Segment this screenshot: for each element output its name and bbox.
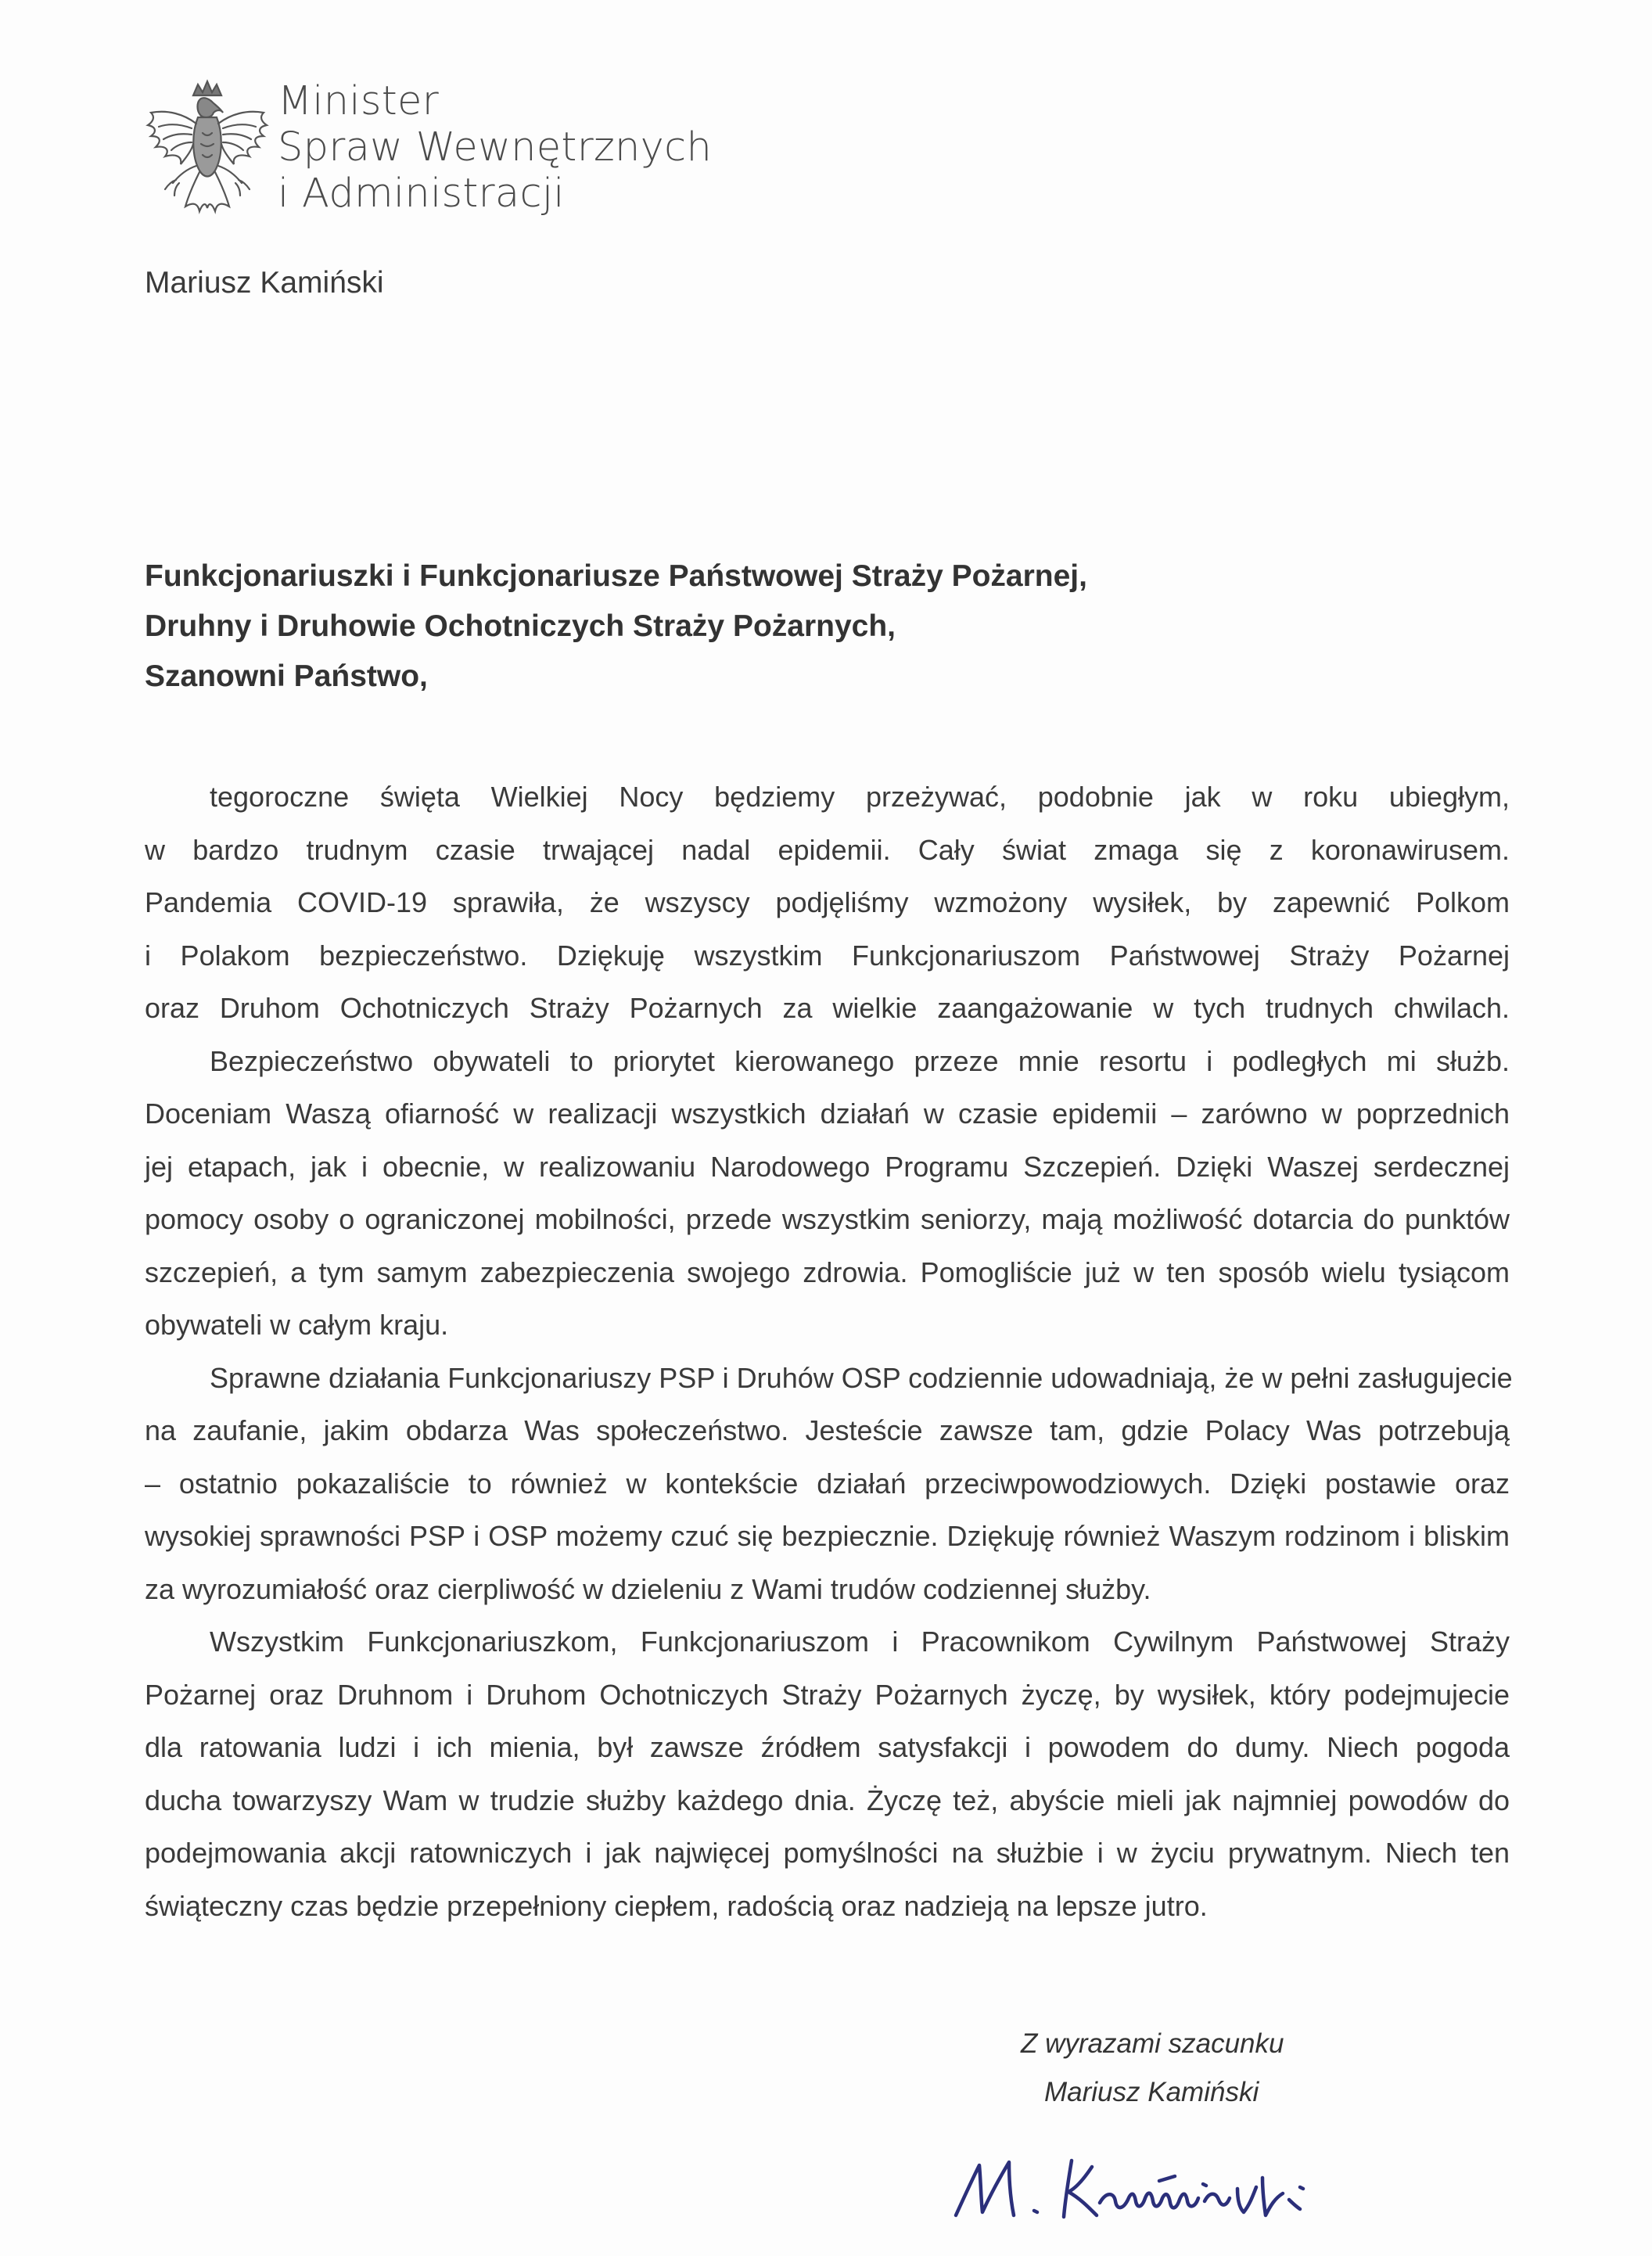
text-line: – ostatnio pokazaliście to również w kontekście działań przeciwpowodziowych. Dzięki postawie oraz xyxy=(145,1467,1510,1500)
text-line: pomocy osoby o ograniczonej mobilności, przede wszystkim seniorzy, mają możliwość dotarcia do punktów xyxy=(145,1203,1510,1235)
paragraph-4 xyxy=(145,1615,1510,1932)
text-line: na zaufanie, jakim obdarza Was społeczeństwo. Jesteście zawsze tam, gdzie Polacy Was potrzebują xyxy=(145,1414,1510,1446)
salutation-line2: Druhny i Druhowie Ochotniczych Straży Pożarnych, xyxy=(145,609,896,643)
ministry-name-line2: Spraw Wewnętrznych xyxy=(278,124,713,171)
text-line: w bardzo trudnym czasie trwającej nadal epidemii. Cały świat zmaga się z koronawirusem. xyxy=(145,833,1510,866)
paragraph-2 xyxy=(145,1035,1510,1352)
text-line: Pożarnej oraz Druhnom i Druhom Ochotniczych Straży Pożarnych życzę, by wysiłek, który podejmujecie xyxy=(145,1678,1510,1711)
handwritten-signature xyxy=(946,2143,1338,2229)
text-line: wysokiej sprawności PSP i OSP możemy czuć się bezpiecznie. Dziękuję również Waszym rodzinom i bliskim xyxy=(145,1520,1510,1552)
author-name: Mariusz Kamiński xyxy=(145,266,384,300)
text-line: jej etapach, jak i obecnie, w realizowaniu Narodowego Programu Szczepień. Dzięki Waszej serdecznej xyxy=(145,1150,1510,1183)
text-line: oraz Druhom Ochotniczych Straży Pożarnych za wielkie zaangażowanie w tych trudnych chwilach. xyxy=(145,992,1510,1024)
text-line: Doceniam Waszą ofiarność w realizacji wszystkich działań w czasie epidemii – zarówno w poprzednich xyxy=(145,1097,1510,1130)
text-line: za wyrozumiałość oraz cierpliwość w dzieleniu z Wami trudów codziennej służby. xyxy=(145,1572,1151,1605)
text-line: obywateli w całym kraju. xyxy=(145,1309,449,1341)
text-line: ducha towarzyszy Wam w trudzie służby każdego dnia. Życzę też, abyście mieli jak najmniej powodów do xyxy=(145,1784,1510,1816)
paragraph-3 xyxy=(145,1352,1513,1616)
text-line: podejmowania akcji ratowniczych i jak najwięcej pomyślności na służbie i w życiu prywatnym. Niech ten xyxy=(145,1837,1510,1869)
text-line: świąteczny czas będzie przepełniony ciepłem, radością oraz nadzieją na lepsze jutro. xyxy=(145,1889,1208,1922)
text-line: Pandemia COVID-19 sprawiła, że wszyscy podjęliśmy wzmożony wysiłek, by zapewnić Polkom xyxy=(145,886,1510,918)
letter-body xyxy=(145,771,1513,1932)
closing-line1: Z wyrazami szacunku xyxy=(1021,2028,1284,2059)
text-line: Wszystkim Funkcjonariuszkom, Funkcjonariuszom i Pracownikom Cywilnym Państwowej Straży xyxy=(210,1626,1510,1658)
ministry-name-line3: i Administracji xyxy=(278,171,565,217)
closing xyxy=(1021,2020,1284,2117)
salutation-line3: Szanowni Państwo, xyxy=(145,659,428,693)
ministry-name xyxy=(278,78,903,217)
text-line: szczepień, a tym samym zabezpieczenia swojego zdrowia. Pomogliście już w ten sposób wielu tysiącom xyxy=(145,1256,1510,1288)
text-line: dla ratowania ludzi i ich mienia, był zawsze źródłem satysfakcji i powodem do dumy. Niech pogoda xyxy=(145,1731,1510,1763)
salutation-line1: Funkcjonariuszki i Funkcjonariusze Państwowej Straży Pożarnej, xyxy=(145,559,1087,593)
text-line: Bezpieczeństwo obywateli to priorytet kierowanego przeze mnie resortu i podległych mi służb. xyxy=(210,1044,1510,1077)
paragraph-1 xyxy=(145,771,1510,1035)
polish-eagle-emblem-icon xyxy=(145,78,270,227)
text-line: tegoroczne święta Wielkiej Nocy będziemy przeżywać, podobnie jak w roku ubiegłym, xyxy=(210,781,1510,813)
salutation xyxy=(145,551,1087,702)
closing-line2: Mariusz Kamiński xyxy=(1044,2077,1259,2107)
ministry-name-line1: Minister xyxy=(278,78,439,124)
text-line: Sprawne działania Funkcjonariuszy PSP i Druhów OSP codziennie udowadniają, że w pełni zasługujecie xyxy=(210,1361,1513,1394)
text-line: i Polakom bezpieczeństwo. Dziękuję wszystkim Funkcjonariuszom Państwowej Straży Pożarnej xyxy=(145,939,1510,972)
